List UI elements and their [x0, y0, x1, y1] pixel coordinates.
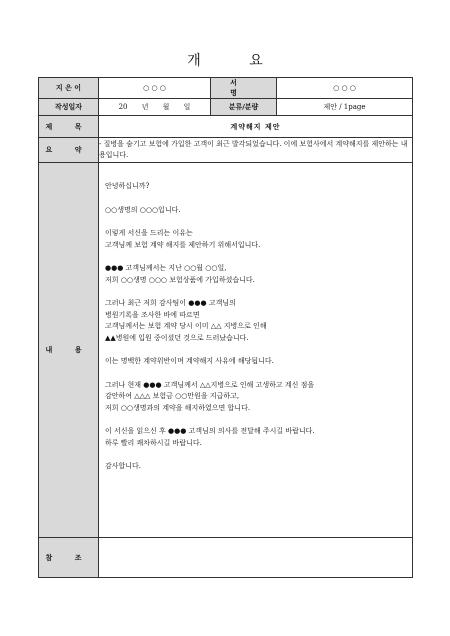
content-label: 내 용 — [39, 163, 99, 538]
closing: 감사합니다. — [105, 462, 142, 470]
row-date — [39, 99, 413, 116]
row-reference — [39, 538, 413, 578]
reference-value[interactable] — [99, 538, 413, 578]
summary-value[interactable]: - 질병을 숨기고 보험에 가입한 고객이 최근 발각되었습니다. 이에 보험사에서 계약해지를 제안하는 내용입니다. — [99, 138, 413, 163]
category-label: 분류/분량 — [211, 99, 277, 116]
summary-label: 요 약 — [39, 138, 99, 163]
row-summary — [39, 138, 413, 163]
signature-value[interactable]: ○ ○ ○ — [277, 78, 413, 99]
reason-line-2: 고객님께 보험 계약 해지를 제안하기 위해서입니다. — [105, 240, 261, 249]
date-value[interactable]: 20 년 월 일 — [99, 99, 211, 116]
reason-line-1: 이렇게 서신을 드리는 이유는 — [105, 229, 193, 237]
signature-label: 서 명 — [211, 78, 277, 99]
content-body[interactable] — [99, 163, 413, 538]
subject-value[interactable]: 계약해지 제안 — [99, 116, 413, 138]
offer-line-2: 감안하여 △△△ 보험금 ○○만원을 지급하고, — [105, 392, 240, 400]
violation-line: 이는 명백한 계약위반이며 계약해지 사유에 해당됩니다. — [105, 357, 274, 365]
row-content — [39, 163, 413, 538]
audit-line-1: 그러나 최근 저희 감사팀이 ●●● 고객님의 — [105, 299, 236, 307]
audit-line-3: 고객님께서는 보험 계약 당시 이미 △△ 지병으로 인해 — [105, 322, 267, 330]
greeting: 안녕하십니까? — [105, 182, 150, 190]
offer-line-3: 저희 ○○생명과의 계약을 해지하였으면 합니다. — [105, 403, 251, 412]
request-line-1: 이 서신을 읽으신 후 ●●● 고객님의 의사를 전달해 주시길 바랍니다. — [105, 427, 315, 435]
author-label: 지 은 이 — [39, 78, 99, 99]
author-value[interactable]: ○ ○ ○ — [99, 78, 211, 99]
row-subject — [39, 116, 413, 138]
audit-line-4: ▲▲병원에 입원 중이셨던 것으로 드러났습니다. — [105, 333, 249, 342]
form-table — [38, 77, 413, 578]
row-author — [39, 78, 413, 99]
offer-line-1: 그러나 현재 ●●● 고객님께서 △△지병으로 인해 고생하고 계신 점을 — [105, 380, 315, 389]
request-line-2: 하루 빨리 쾌차하시길 바랍니다. — [105, 438, 202, 447]
signup-line-1: ●●● 고객님께서는 지난 ○○월 ○○일, — [105, 264, 227, 272]
date-label: 작성일자 — [39, 99, 99, 116]
reference-label: 참 조 — [39, 538, 99, 578]
document-title: 개 요 — [187, 53, 285, 69]
audit-line-2: 병원기록을 조사한 바에 따르면 — [105, 310, 200, 319]
signup-line-2: 저희 ○○생명 ○○○ 보험상품에 가입하셨습니다. — [105, 275, 255, 284]
sender-intro: ○○생명의 ○○○입니다. — [105, 205, 181, 214]
subject-label: 제 목 — [39, 116, 99, 138]
category-value[interactable]: 제안 / 1page — [277, 99, 413, 116]
